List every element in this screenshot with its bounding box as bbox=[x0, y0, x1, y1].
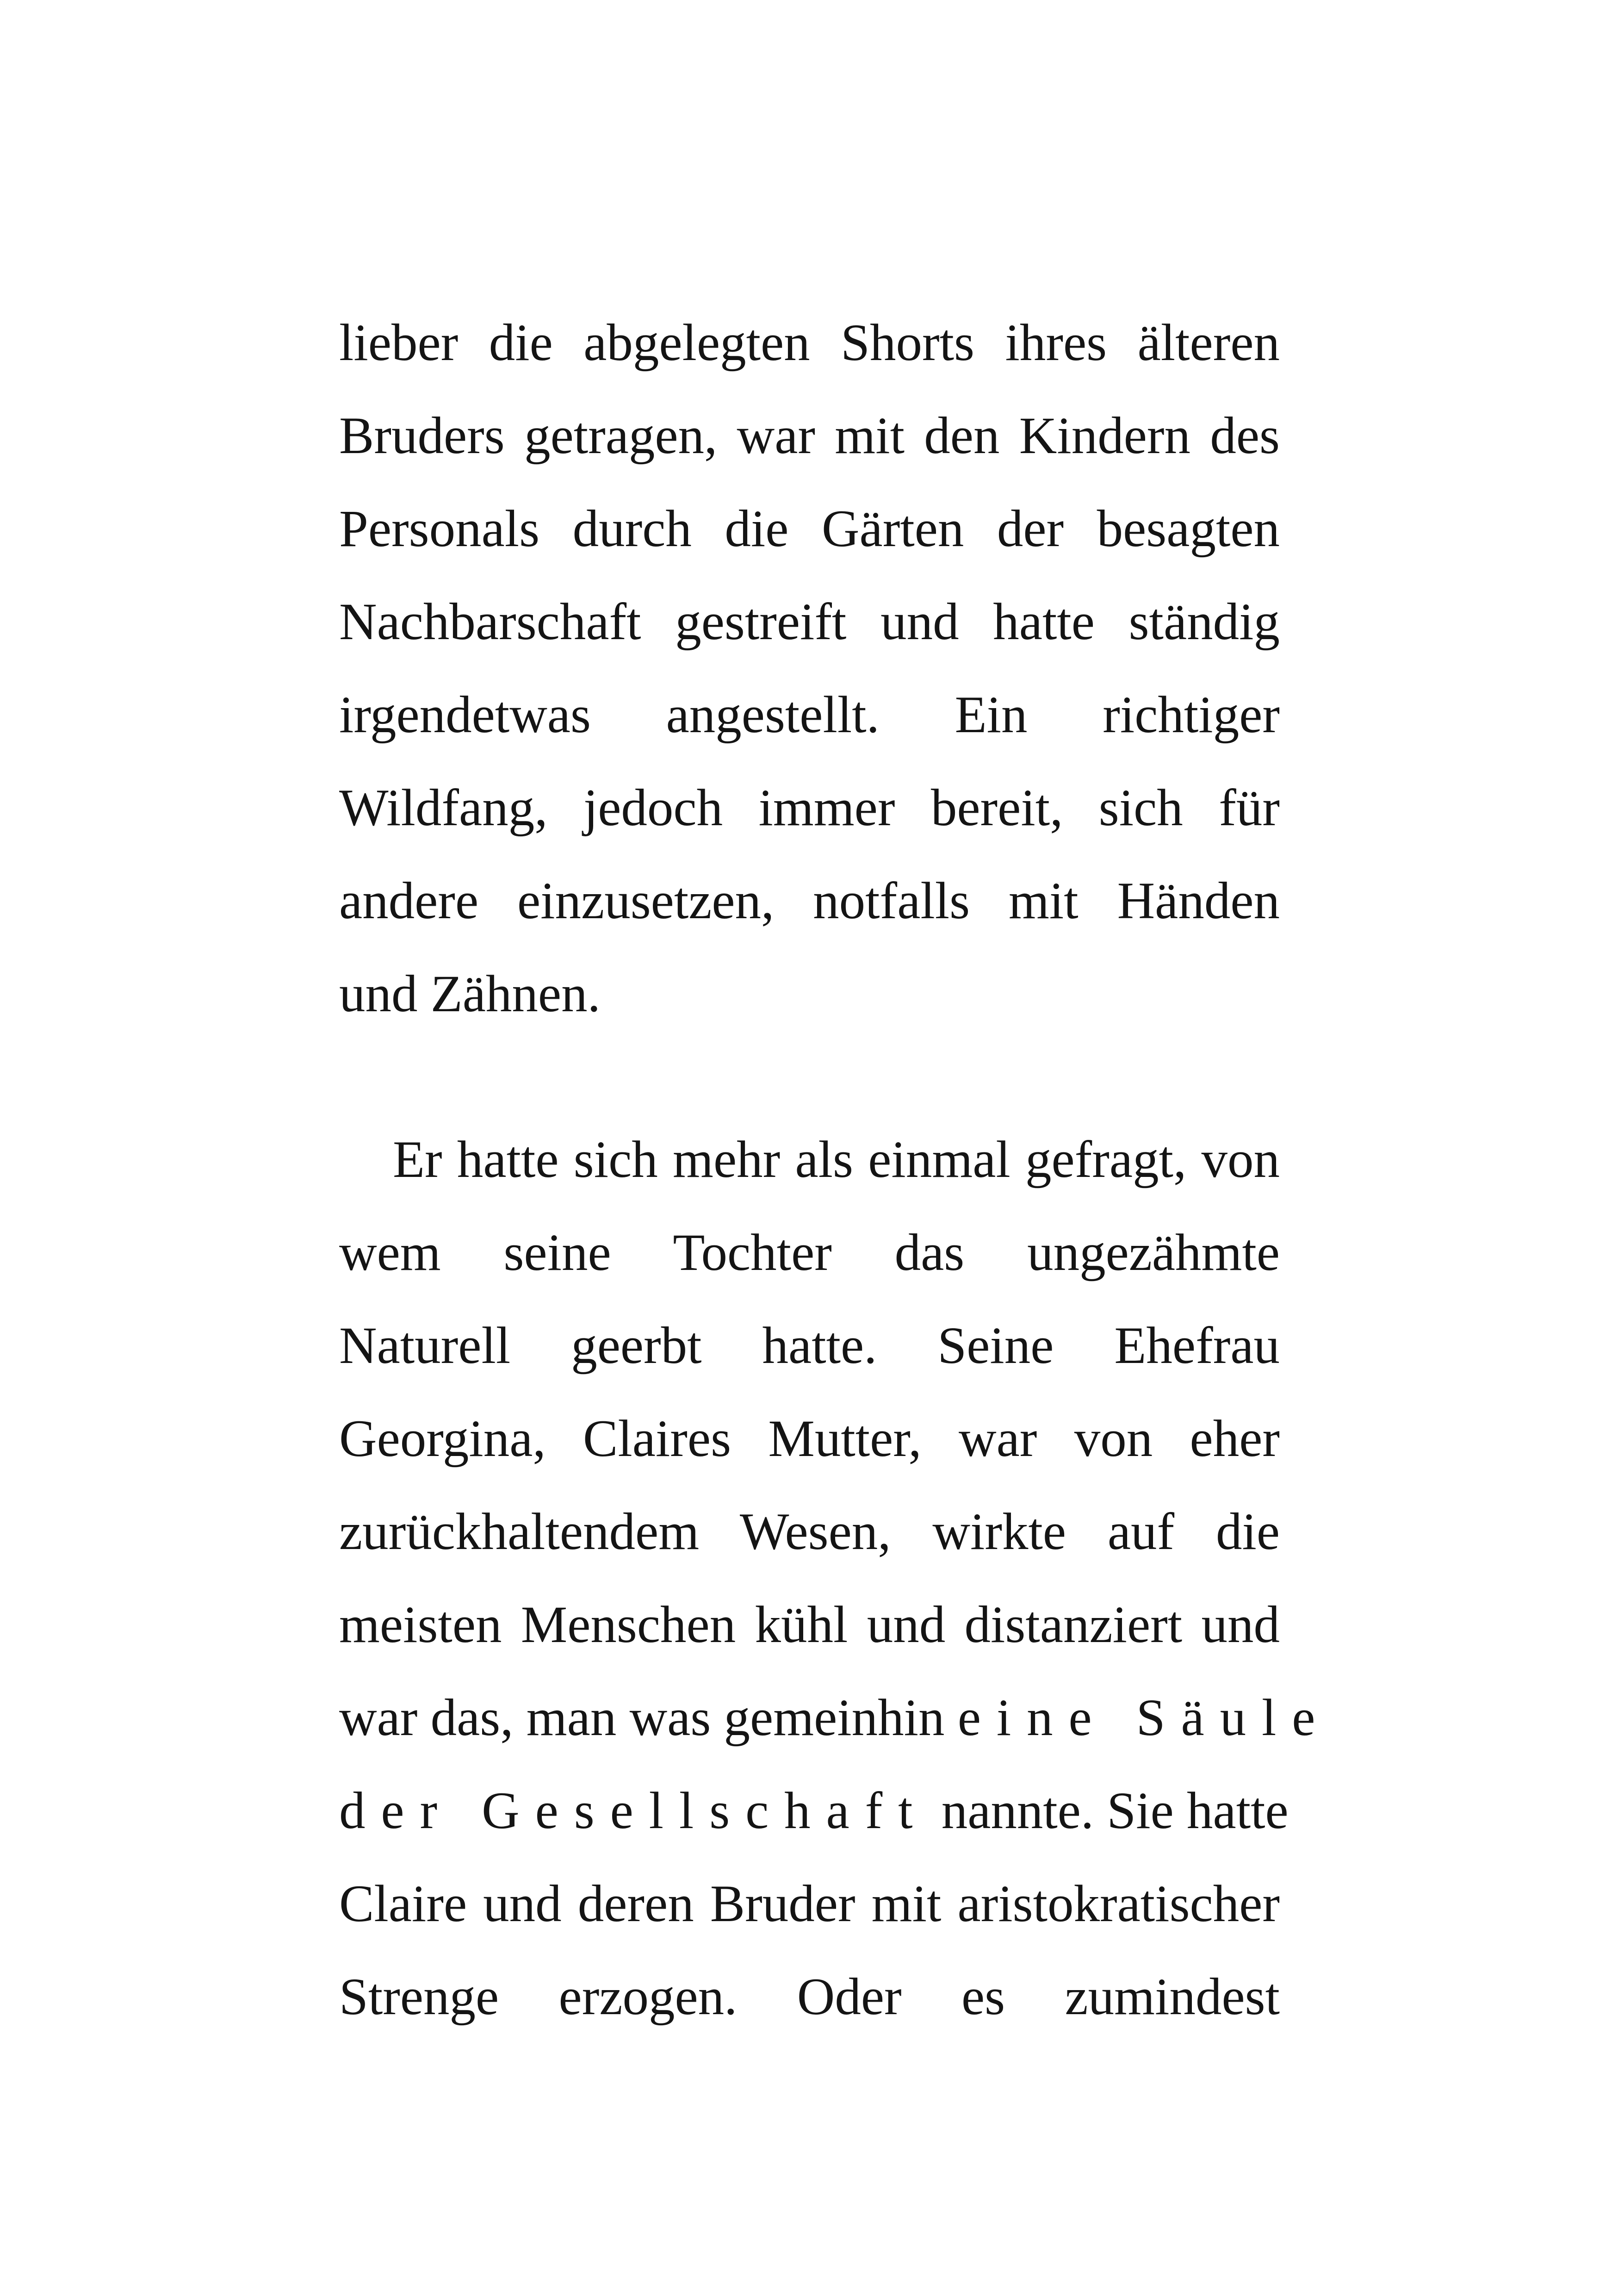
text-line: irgendetwas angestellt. Ein richtiger bbox=[339, 686, 1280, 744]
text-line: meisten Menschen kühl und distanziert und bbox=[339, 1596, 1280, 1654]
text-line bbox=[339, 1764, 1289, 1857]
text-line: Naturell geerbt hatte. Seine Ehefrau bbox=[339, 1317, 1280, 1375]
spaced-emphasis: der Gesellschaft bbox=[339, 1782, 929, 1840]
text-line: und Zähnen. bbox=[339, 965, 601, 1023]
text-line: Er hatte sich mehr als einmal gefragt, von bbox=[393, 1131, 1280, 1188]
text-line: zurückhaltendem Wesen, wirkte auf die bbox=[339, 1503, 1280, 1561]
text-line: Personals durch die Gärten der besagten bbox=[339, 500, 1280, 558]
text-line: Bruders getragen, war mit den Kindern des bbox=[339, 407, 1280, 465]
text-line: Strenge erzogen. Oder es zumindest bbox=[339, 1968, 1280, 2026]
text-line: Claire und deren Bruder mit aristokratischer bbox=[339, 1875, 1280, 1933]
page-body-text bbox=[339, 296, 1331, 2043]
text-line bbox=[339, 1671, 1331, 1764]
text-line: Nachbarschaft gestreift und hatte ständig bbox=[339, 593, 1280, 651]
paragraph-1 bbox=[339, 296, 1280, 1040]
paragraph-spacer bbox=[339, 1040, 1280, 1113]
paragraph-2 bbox=[339, 1113, 1331, 2043]
text-line: Wildfang, jedoch immer bereit, sich für bbox=[339, 779, 1280, 837]
spaced-emphasis: eine Säule bbox=[957, 1689, 1331, 1747]
text-run: nannte. Sie hatte bbox=[928, 1782, 1289, 1840]
text-line: andere einzusetzen, notfalls mit Händen bbox=[339, 872, 1280, 930]
text-run: war das, man was gemeinhin bbox=[339, 1689, 958, 1747]
text-line: Georgina, Claires Mutter, war von eher bbox=[339, 1410, 1280, 1468]
text-line: wem seine Tochter das ungezähmte bbox=[339, 1224, 1280, 1282]
text-line: lieber die abgelegten Shorts ihres älteren bbox=[339, 314, 1280, 372]
